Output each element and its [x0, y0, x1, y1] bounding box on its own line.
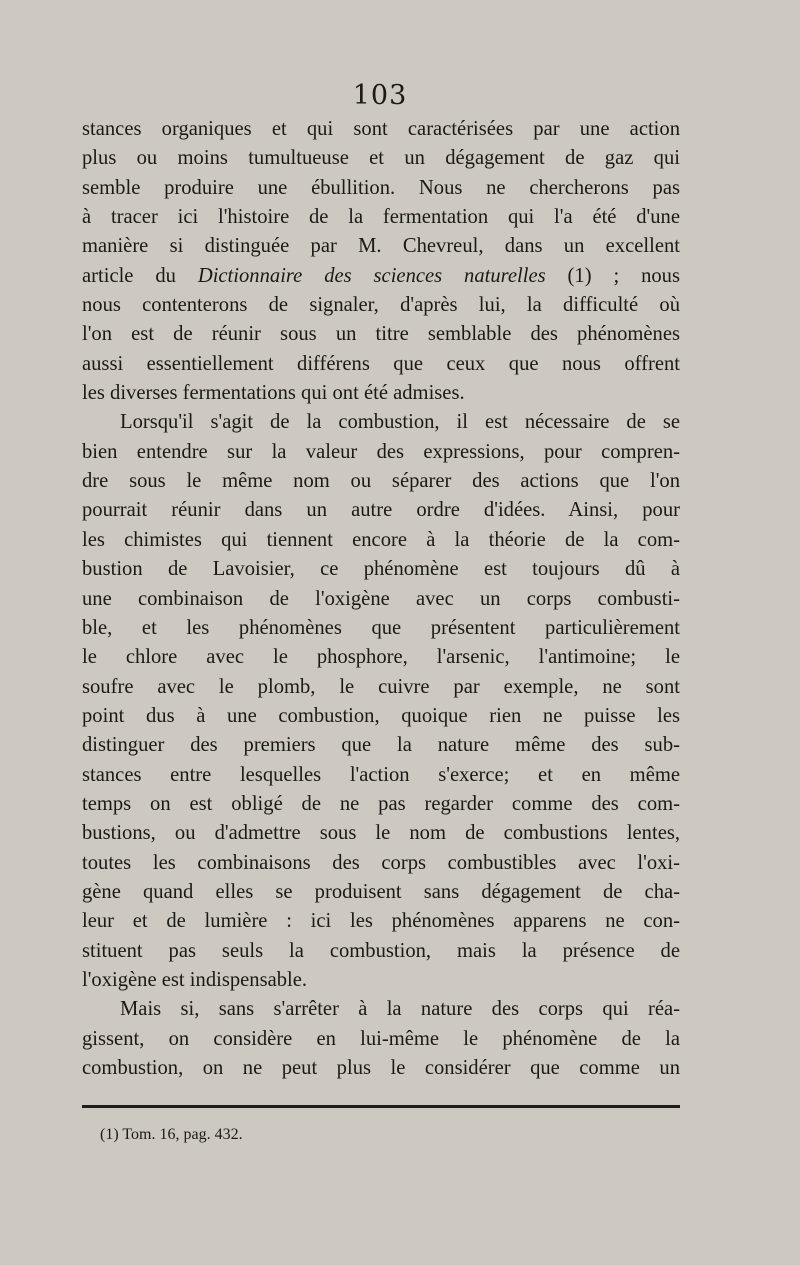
text-line: aussi essentiellement différens que ceux que nous offrent — [82, 352, 680, 375]
text-line: l'on est de réunir sous un titre semblable des phénomènes — [82, 323, 680, 346]
text-line: Lorsqu'il s'agit de la combustion, il est nécessaire de se — [120, 411, 680, 434]
text-line: stituent pas seuls la combustion, mais la présence de — [82, 939, 680, 962]
page-number: 103 — [352, 80, 408, 111]
text-line: soufre avec le plomb, le cuivre par exemple, ne sont — [82, 675, 680, 698]
text-line: les diverses fermentations qui ont été admises. — [82, 382, 465, 405]
text-line: dre sous le même nom ou séparer des actions que l'on — [82, 470, 680, 493]
footnote-rule — [82, 1105, 680, 1108]
body-text — [82, 115, 680, 1083]
text-line: l'oxigène est indispensable. — [82, 968, 308, 991]
text-line: distinguer des premiers que la nature même des sub- — [82, 734, 680, 757]
text-line: ble, et les phénomènes que présentent particulièrement — [82, 616, 680, 639]
text-line: nous contenterons de signaler, d'après lui, la difficulté où — [82, 294, 680, 317]
text-line: bien entendre sur la valeur des expressions, pour compren- — [82, 440, 680, 463]
text-line: manière si distinguée par M. Chevreul, dans un excellent — [82, 235, 680, 258]
text-line: stances organiques et qui sont caractérisées par une action — [82, 118, 680, 140]
text-line: toutes les combinaisons des corps combustibles avec l'oxi- — [82, 851, 680, 874]
text-line: combustion, on ne peut plus le considérer que comme un — [82, 1057, 680, 1079]
text-line: leur et de lumière : ici les phénomènes apparens ne con- — [82, 910, 680, 933]
text-line: gène quand elles se produisent sans dégagement de cha- — [82, 880, 680, 903]
text-line: semble produire une ébullition. Nous ne chercherons pas — [82, 176, 680, 199]
text-line: plus ou moins tumultueuse et un dégagement de gaz qui — [82, 147, 680, 170]
text-line: les chimistes qui tiennent encore à la théorie de la com- — [82, 528, 680, 551]
text-line: temps on est obligé de ne pas regarder comme des com- — [82, 792, 680, 815]
text-line: bustions, ou d'admettre sous le nom de combustions lentes, — [82, 822, 680, 845]
text-line: point dus à une combustion, quoique rien ne puisse les — [82, 704, 680, 727]
text-line: gissent, on considère en lui-même le phénomène de la — [82, 1027, 680, 1050]
text-line — [82, 262, 680, 291]
italic-title: Dictionnaire des sciences naturelles — [197, 264, 546, 287]
text-segment: (1) ; nous — [545, 264, 680, 287]
text-segment: article du — [82, 264, 198, 287]
text-line: une combinaison de l'oxigène avec un corps combusti- — [82, 587, 680, 610]
text-line: bustion de Lavoisier, ce phénomène est toujours dû à — [82, 558, 680, 581]
text-line: Mais si, sans s'arrêter à la nature des corps qui réa- — [120, 998, 680, 1021]
text-line: stances entre lesquelles l'action s'exerce; et en même — [82, 763, 680, 786]
text-line: le chlore avec le phosphore, l'arsenic, l'antimoine; le — [82, 646, 680, 669]
text-line: à tracer ici l'histoire de la fermentation qui l'a été d'une — [82, 206, 680, 229]
text-line: pourrait réunir dans un autre ordre d'idées. Ainsi, pour — [82, 499, 680, 522]
footnote: (1) Tom. 16, pag. 432. — [100, 1126, 243, 1143]
